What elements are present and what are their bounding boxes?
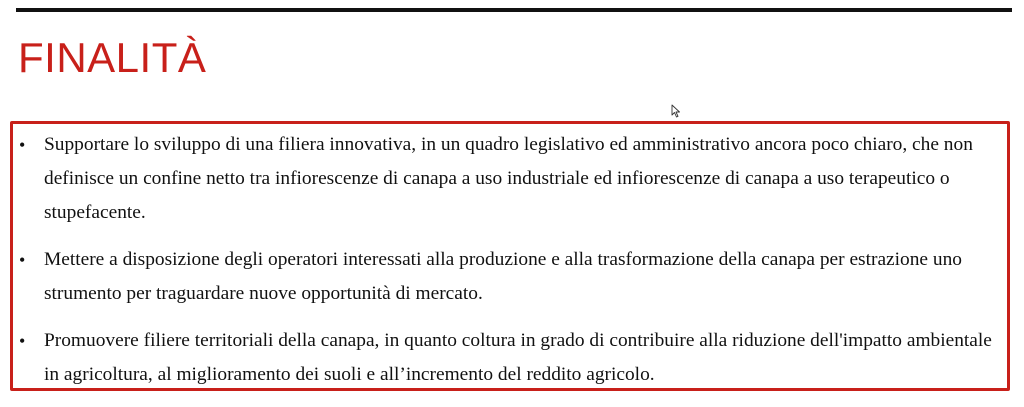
bullet-box [10,121,1010,391]
bullet-text: Mettere a disposizione degli operatori interessati alla produzione e alla trasformazione della canapa per estrazione uno strumento per traguardare nuove opportunità di mercato. [44,249,962,304]
bullet-marker: • [19,250,26,270]
list-item [19,128,997,230]
slide-title: FINALITÀ [18,34,207,81]
list-item [19,324,997,392]
bullet-list [19,128,997,392]
bullet-marker: • [19,331,26,351]
mouse-pointer-icon [671,104,681,118]
bullet-text: Supportare lo sviluppo di una filiera innovativa, in un quadro legislativo ed amministrativo ancora poco chiaro, che non definisce un confine netto tra infiorescenze di canapa a uso industriale ed infiorescenze di canapa a uso terapeutico o stupefacente. [44,134,973,223]
bullet-text: Promuovere filiere territoriali della canapa, in quanto coltura in grado di contribuire alla riduzione dell'impatto ambientale in agricoltura, al miglioramento dei suoli e all’incremento del reddito agricolo. [44,330,992,385]
list-item [19,243,997,311]
top-divider [16,8,1012,12]
bullet-marker: • [19,135,26,155]
